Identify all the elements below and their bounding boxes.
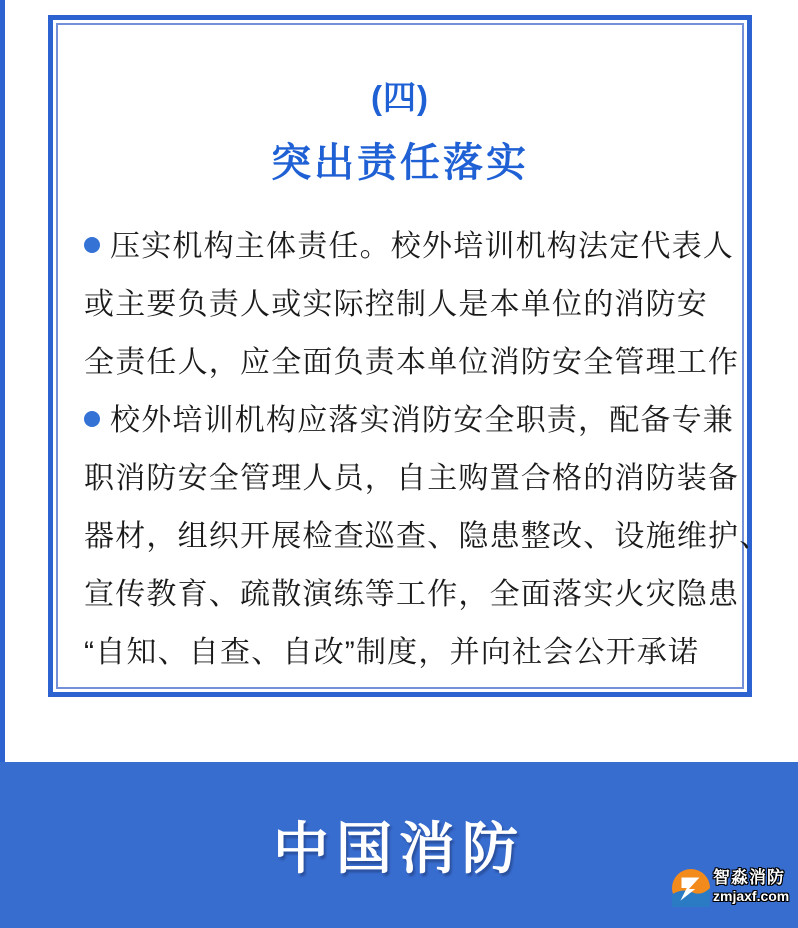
watermark-site: zmjaxf.com <box>713 888 790 904</box>
bullet-icon <box>84 237 100 253</box>
body-line <box>84 566 740 624</box>
content-card-inner-frame <box>56 23 771 689</box>
body-line-text: 或主要负责人或实际控制人是本单位的消防安 <box>84 288 708 321</box>
body-line <box>84 624 718 682</box>
body-line-text: 宣传教育、疏散演练等工作，全面落实火灾隐患 <box>84 578 740 611</box>
body-line <box>84 334 740 392</box>
body-line-text: 全责任人，应全面负责本单位消防安全管理工作 <box>84 346 740 379</box>
body-line <box>84 218 734 276</box>
body-line <box>84 508 771 566</box>
body-line-text: 职消防安全管理人员，自主购置合格的消防装备 <box>84 462 740 495</box>
body-line-text: 校外培训机构应落实消防安全职责，配备专兼 <box>110 404 734 437</box>
section-number: (四) <box>371 79 429 116</box>
watermark-name: 智淼消防 <box>713 868 785 887</box>
body-text <box>58 218 771 682</box>
watermark-text <box>713 869 789 903</box>
footer-brand-title: 中国消防 <box>273 819 525 881</box>
left-accent-bar <box>0 0 5 762</box>
content-card <box>48 15 771 697</box>
card-title: 突出责任落实 <box>271 141 529 185</box>
body-line-text: 器材，组织开展检查巡查、隐患整改、设施维护、 <box>84 520 771 553</box>
body-line-text: “自知、自查、自改”制度，并向社会公开承诺 <box>84 636 700 669</box>
watermark-logo-icon <box>672 869 710 907</box>
watermark <box>672 869 789 907</box>
body-line <box>84 392 734 450</box>
bullet-icon <box>84 411 100 427</box>
body-line-text: 压实机构主体责任。校外培训机构法定代表人 <box>110 230 734 263</box>
body-line <box>84 276 718 334</box>
body-line <box>84 450 740 508</box>
